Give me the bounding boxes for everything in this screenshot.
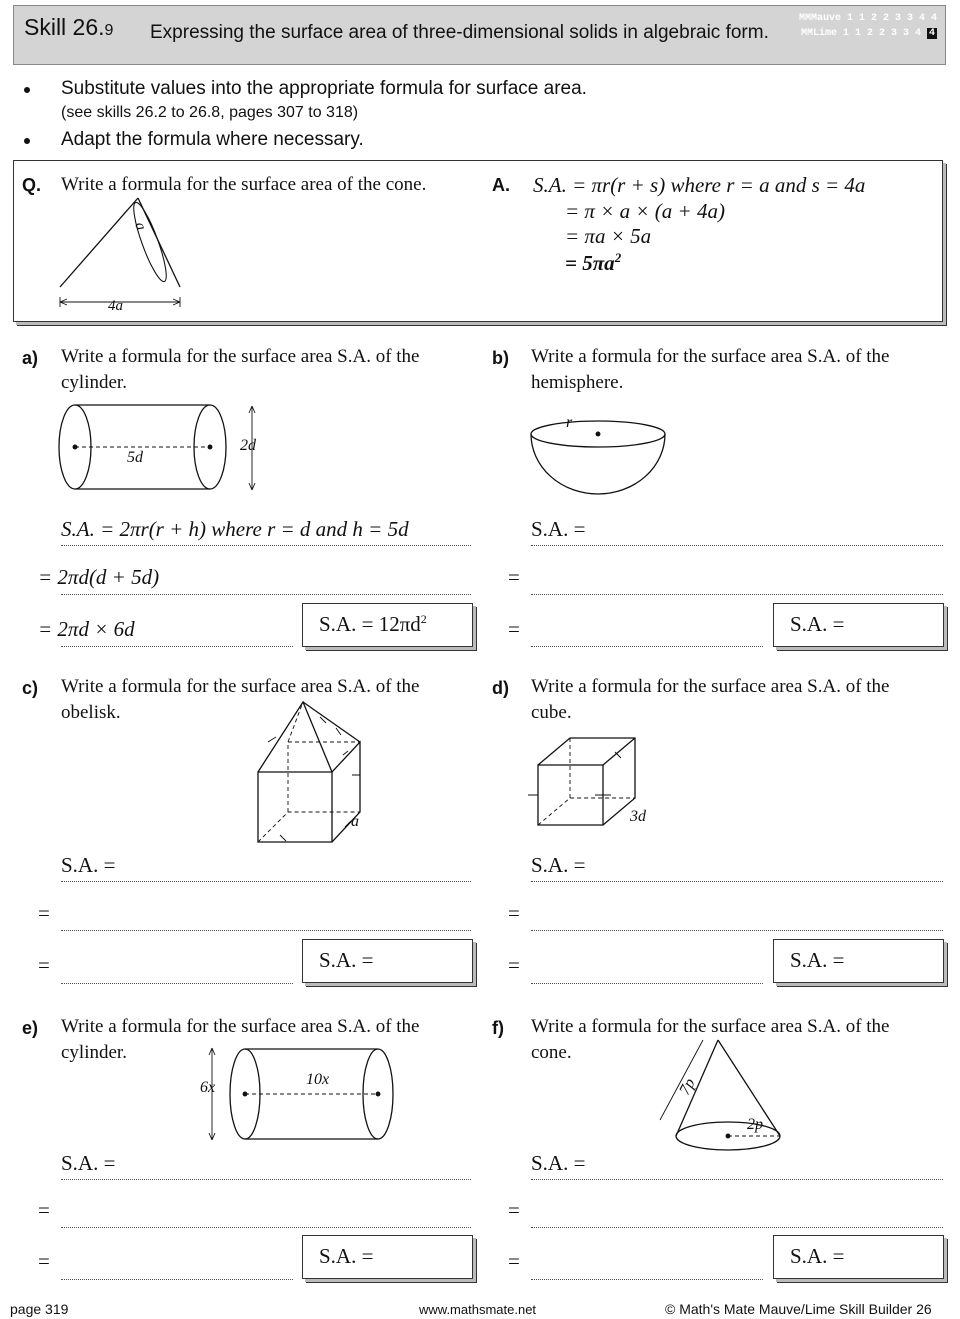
qd-text1: Write a formula for the surface area S.A. of the [531,676,890,697]
qf-line2: = [508,1198,520,1222]
example-line2: = π × a × (a + 4a) [565,199,725,223]
cylinder-a-diameter: 2d [240,437,256,454]
qe-text2: cylinder. [61,1042,127,1063]
obelisk-diagram [258,702,360,842]
bullet-ref: (see skills 26.2 to 26.8, pages 307 to 318) [61,104,359,121]
qe-text1: Write a formula for the surface area S.A. of the [61,1016,420,1037]
q-text: Write a formula for the surface area of the cone. [61,174,427,195]
q-label: Q. [22,175,42,195]
cone-slant-label: a [131,220,150,233]
answer-line [531,983,763,984]
qd-text2: cube. [531,702,572,723]
answer-line [531,881,943,882]
answer-line [531,1227,943,1228]
copyright: © Math's Mate Mauve/Lime Skill Builder 26 [665,1301,932,1317]
qe-line3: = [38,1249,50,1273]
qe-answer-label: S.A. = [319,1244,374,1268]
qf-answer-label: S.A. = [790,1244,845,1268]
skill-title: Expressing the surface area of three-dimensional solids in algebraic form. [150,22,769,43]
answer-line [531,930,943,931]
qe-line2: = [38,1198,50,1222]
obelisk-edge-label: a [351,813,359,830]
hemisphere-radius: r [566,414,573,431]
qf-answer-box[interactable] [773,1235,944,1279]
answer-line [61,881,471,882]
qc-line2: = [38,901,50,925]
qd-line1: S.A. = [531,853,586,877]
page-number: page 319 [10,1301,69,1317]
answer-line [61,1279,293,1280]
qb-line2: = [508,565,520,589]
qa-text1: Write a formula for the surface area S.A. of the [61,346,420,367]
answer-line [531,1179,943,1180]
qb-line1: S.A. = [531,517,586,541]
qc-line3: = [38,953,50,977]
answer-line [61,983,293,984]
example-cone [60,198,180,307]
cone-f-slant: 7p [676,1075,699,1098]
cube-edge-label: 3d [630,808,646,825]
qb-text1: Write a formula for the surface area S.A. of the [531,346,890,367]
a-label: A. [492,175,510,195]
qf-text1: Write a formula for the surface area S.A. of the [531,1016,890,1037]
qa-answer-box [302,603,473,647]
cylinder-e-diagram [209,1048,393,1140]
answer-line [531,594,943,595]
cylinder-e-diameter: 6x [200,1079,216,1096]
qe-line1: S.A. = [61,1151,116,1175]
example-answer: = $5\pi a^2$ [565,250,622,275]
answer-line [61,646,293,647]
qa-line1: S.A. = 2πr(r + h) where r = d and h = 5d [61,517,409,541]
qf-line3: = [508,1249,520,1273]
bullet-text: Substitute values into the appropriate formula for surface area. [61,78,587,99]
bullet-text: Adapt the formula where necessary. [61,129,364,150]
qb-line3: = [508,617,520,641]
answer-line [531,545,943,546]
qa-answer: S.A. = $12\pi d^2$ [319,612,427,636]
qa-label: a) [22,348,39,368]
answer-line [61,594,471,595]
cylinder-a-diagram [59,405,255,490]
qb-label: b) [492,348,509,368]
qa-line2: = 2πd(d + 5d) [38,565,160,589]
answer-line [61,930,471,931]
qd-answer-box[interactable] [773,939,944,983]
qb-answer-box[interactable] [773,603,944,647]
qc-answer-label: S.A. = [319,948,374,972]
answer-line [61,1227,471,1228]
level-lime: MMLime 1 1 2 2 3 3 4 4 [800,28,935,39]
answer-line [531,646,763,647]
qc-text1: Write a formula for the surface area S.A. of the [61,676,420,697]
qb-text2: hemisphere. [531,372,624,393]
qc-line1: S.A. = [61,853,116,877]
qa-text2: cylinder. [61,372,127,393]
qe-label: e) [22,1018,39,1038]
cube-diagram [528,738,635,825]
example-line1: S.A. = πr(r + s) where r = a and s = 4a [533,173,866,197]
level-mauve: MMMauve 1 1 2 2 3 3 4 4 [798,13,937,24]
cylinder-e-length: 10x [306,1071,330,1088]
qd-label: d) [492,678,509,698]
qd-line3: = [508,953,520,977]
answer-line [61,1179,471,1180]
qc-label: c) [22,678,39,698]
cone-f-radius: 2p [747,1116,763,1133]
qe-answer-box[interactable] [302,1235,473,1279]
qb-answer-label: S.A. = [790,612,845,636]
qa-line3: = 2πd × 6d [38,617,135,641]
qd-line2: = [508,901,520,925]
qf-line1: S.A. = [531,1151,586,1175]
website-link[interactable]: www.mathsmate.net [419,1302,537,1317]
qc-text2: obelisk. [61,702,121,723]
qf-label: f) [492,1018,504,1038]
qc-answer-box[interactable] [302,939,473,983]
skill-number: Skill 26.9 [24,14,114,40]
answer-line [61,545,471,546]
answer-line [531,1279,763,1280]
example-line3: = πa × 5a [565,224,652,248]
hemisphere-diagram [531,421,665,494]
cylinder-a-length: 5d [127,449,143,466]
cone-base-label: 4a [108,298,123,314]
qd-answer-label: S.A. = [790,948,845,972]
qf-text2: cone. [531,1042,572,1063]
